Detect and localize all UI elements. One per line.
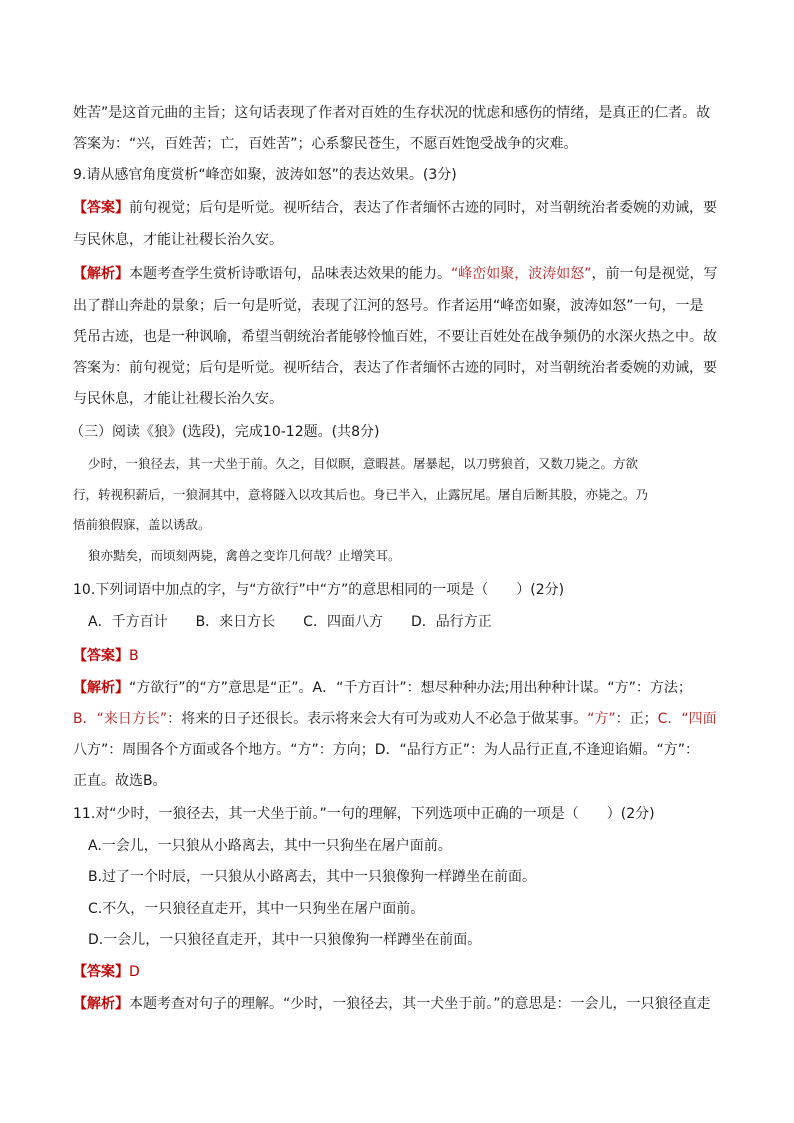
analysis-line — [73, 264, 718, 284]
question-11-option-d: D.一会儿，一只狼径直走开，其中一只狼像狗一样蹲坐在前面。 — [88, 932, 482, 948]
question-11: 11.对“少时，一狼径去，其一犬坐于前。”一句的理解，下列选项中正确的一项是（ ）(2分) — [73, 806, 655, 822]
answer-line: 与民休息，才能让社稷长治久安。 — [73, 232, 283, 248]
analysis-text: 本题考查学生赏析诗歌语句，品味表达效果的能力。 — [129, 266, 451, 282]
analysis-line: 正直。故选B。 — [73, 773, 167, 789]
analysis-line: 出了群山奔赴的景象；后一句是听觉，表现了江河的怒号。作者运用“峰峦如聚，波涛如怒”一句，一是 — [73, 298, 704, 314]
question-11-option-c: C.不久，一只狼径直走开，其中一只狗坐在屠户面前。 — [88, 901, 425, 917]
answer-label: 【答案】 — [73, 964, 129, 980]
question-9: 9.请从感官角度赏析“峰峦如聚，波涛如怒”的表达效果。(3分) — [73, 167, 457, 183]
analysis-text: 本题考查对句子的理解。“少时，一狼径去，其一犬坐于前。”的意思是：一会儿，一只狼径直走 — [129, 996, 711, 1012]
analysis-line — [73, 994, 711, 1014]
classical-text-line: 行，转视积薪后，一狼洞其中，意将隧入以攻其后也。身已半入，止露尻尾。屠自后断其股，亦毙之。乃 — [73, 487, 649, 502]
highlight-text: B．“来日方长” — [73, 711, 168, 727]
analysis-text: ：将来的日子还很长。表示将来会大有可为或劝人不必急于做某事。 — [167, 711, 588, 727]
analysis-text: ，前一句是视觉，写 — [591, 266, 718, 282]
analysis-text: “方欲行”的“方”意思是“正”。A．“千方百计”：想尽种种办法;用出种种计谋。“方”：方法； — [129, 680, 692, 696]
classical-text-line: 狼亦黠矣，而顷刻两毙，禽兽之变诈几何哉？止增笑耳。 — [88, 548, 401, 563]
analysis-line — [73, 709, 717, 729]
analysis-line: 与民休息，才能让社稷长治久安。 — [73, 391, 283, 407]
analysis-line: 八方”：周围各个方面或各个地方。“方”：方向；D．“品行方正”：为人品行正直,不逢迎谄媚。“方”： — [73, 742, 699, 758]
answer-line — [73, 962, 140, 982]
paragraph-line: 姓苦”是这首元曲的主旨；这句话表现了作者对百姓的生存状况的忧虑和感伤的情绪，是真正的仁者。故 — [73, 105, 711, 121]
analysis-line: 答案为：前句视觉；后句是听觉。视听结合，表达了作者缅怀古迹的同时，对当朝统治者委婉的劝诫，要 — [73, 360, 717, 376]
highlight-text: “方” — [587, 711, 616, 727]
section-heading: （三）阅读《狼》(选段)，完成10-12题。(共8分) — [70, 424, 380, 440]
answer-text: D — [129, 964, 140, 980]
question-11-option-a: A.一会儿，一只狼从小路离去，其中一只狗坐在屠户面前。 — [88, 838, 452, 854]
analysis-label: 【解析】 — [73, 996, 129, 1012]
question-10: 10.下列词语中加点的字，与“方欲行”中“方”的意思相同的一项是（ ）(2分) — [73, 582, 565, 598]
classical-text-line: 少时，一狼径去，其一犬坐于前。久之，目似瞑，意暇甚。屠暴起，以刀劈狼首，又数刀毙之。方欲 — [88, 456, 639, 471]
answer-text: 前句视觉；后句是听觉。视听结合，表达了作者缅怀古迹的同时，对当朝统治者委婉的劝诫，要 — [129, 200, 717, 216]
answer-line — [73, 646, 139, 666]
highlight-text: C．“四面 — [657, 711, 717, 727]
answer-label: 【答案】 — [73, 200, 129, 216]
analysis-label: 【解析】 — [73, 266, 129, 282]
analysis-label: 【解析】 — [73, 680, 129, 696]
highlight-quote: “峰峦如聚，波涛如怒” — [451, 266, 592, 282]
answer-text: B — [129, 648, 139, 664]
answer-label: 【答案】 — [73, 648, 129, 664]
question-10-options: A．千方百计 B．来日方长 C．四面八方 D．品行方正 — [88, 614, 492, 630]
question-11-option-b: B.过了一个时辰，一只狼从小路离去，其中一只狼像狗一样蹲坐在前面。 — [88, 869, 537, 885]
analysis-text: ：正； — [615, 711, 658, 727]
classical-text-line: 悟前狼假寐，盖以诱敌。 — [73, 517, 211, 532]
analysis-line: 凭吊古迹，也是一种讽喻，希望当朝统治者能够怜恤百姓，不要让百姓处在战争频仍的水深火热之中。故 — [73, 329, 717, 345]
analysis-line — [73, 678, 692, 698]
paragraph-line: 答案为：“兴，百姓苦；亡，百姓苦”；心系黎民苍生，不愿百姓饱受战争的灾难。 — [73, 136, 578, 152]
answer-line — [73, 198, 717, 218]
